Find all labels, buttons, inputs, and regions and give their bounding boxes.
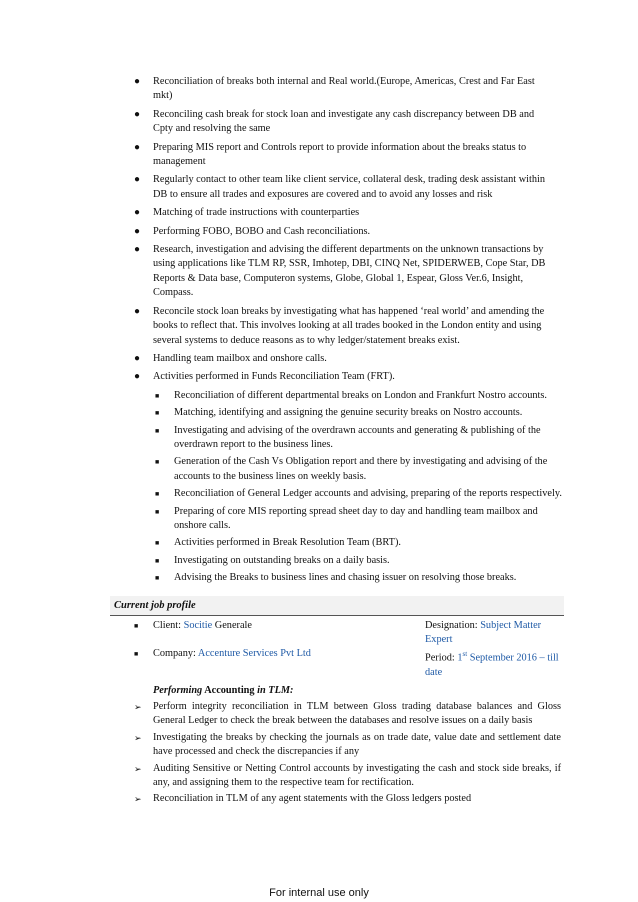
bullet-icon: ● [134, 371, 141, 383]
sub-list-item: ■ Preparing of core MIS reporting spread sheet day to day and handling team mailbox and onshore calls. [155, 505, 538, 531]
arrow-bullet-icon: ➢ [134, 763, 142, 774]
arrow-bullet-icon: ➢ [134, 732, 142, 743]
arrow-bullet-icon: ➢ [134, 794, 142, 805]
tlm-duties-list [0, 700, 638, 809]
sub-list-item: ■ Advising the Breaks to business lines and chasing issuer on resolving those breaks. [0, 571, 562, 585]
bullet-icon: ● [134, 76, 141, 87]
bullet-icon: ● [134, 352, 141, 364]
section-heading-current-job-profile: Current job profile [110, 596, 564, 616]
sub-list-item: ■ Activities performed in Break Resolution Team (BRT). [0, 536, 562, 550]
list-item: ● Reconcile stock loan breaks by investigating what has happened ‘real world’ and amending the books to reflect that. This involves looking at all trades booked in the London entity and using several systems to deduce reasons as to why ledger/statement breaks exist. [134, 305, 545, 346]
bullet-icon: ● [134, 305, 141, 317]
list-item: ● Handling team mailbox and onshore calls. [0, 352, 551, 366]
responsibilities-list [0, 75, 638, 589]
period-field: Period: 1st September 2016 – till date [425, 650, 559, 678]
square-bullet-icon: ■ [155, 409, 160, 418]
sub-list-item: ■ Investigating and advising of the overdrawn accounts and generating & publishing of the overdrawn report to the business lines. [155, 424, 541, 450]
square-bullet-icon: ■ [155, 574, 160, 583]
client-field: Client: Socitie Generale [153, 620, 252, 631]
list-item: ● Performing FOBO, BOBO and Cash reconciliations. [0, 225, 551, 239]
designation-field: Designation: Subject Matter Expert [425, 620, 542, 646]
list-item: ➢ Auditing Sensitive or Netting Control accounts by investigating the cash and stock side breaks, if any, and assigning them to the respective team for rectification. [134, 762, 561, 789]
list-item: ● Reconciling cash break for stock loan and investigate any cash discrepancy between DB and Cpty and resolving the same [134, 108, 535, 135]
square-bullet-icon: ■ [155, 490, 160, 499]
square-bullet-icon: ■ [155, 391, 160, 400]
company-field: Company: Accenture Services Pvt Ltd [153, 648, 311, 659]
arrow-bullet-icon: ➢ [134, 702, 142, 712]
list-item: ● Activities performed in Funds Reconciliation Team (FRT). [0, 370, 551, 384]
sub-list-item: ■ Matching, identifying and assigning the genuine security breaks on Nostro accounts. [0, 406, 562, 420]
sub-list-item: ■ Reconciliation of General Ledger accounts and advising, preparing of the reports respectively. [0, 487, 562, 501]
list-item: ● Preparing MIS report and Controls report to provide information about the breaks status to management [134, 141, 527, 168]
list-item: ● Regularly contact to other team like client service, collateral desk, trading desk assistant within DB to ensure all trades and exposures are covered and to avoid any losses and risk [134, 174, 546, 200]
list-item: ➢ Perform integrity reconciliation in TLM between Gloss trading database balances and Gloss General Ledger to check the break between the databases and resolve issues on a daily basis [134, 701, 561, 727]
bullet-icon: ● [134, 174, 141, 186]
bullet-icon: ● [134, 141, 141, 153]
page-footer: For internal use only [269, 887, 369, 899]
square-bullet-icon: ■ [155, 507, 160, 516]
square-bullet-icon: ■ [155, 556, 160, 565]
sub-list-item: ■ Reconciliation of different departmental breaks on London and Frankfurt Nostro accounts. [0, 389, 562, 403]
square-bullet-icon: ■ [134, 650, 139, 658]
bullet-icon: ● [134, 108, 141, 120]
square-bullet-icon: ■ [155, 426, 160, 435]
subheading-performing-accounting: Performing Accounting in TLM: [153, 685, 294, 696]
list-item: ➢ Reconciliation in TLM of any agent statements with the Gloss ledgers posted [0, 792, 561, 806]
square-bullet-icon: ■ [155, 458, 160, 467]
square-bullet-icon: ■ [155, 539, 160, 548]
job-info [0, 619, 638, 678]
job-info-row-company [0, 647, 638, 678]
job-info-row-client [0, 619, 638, 647]
square-bullet-icon: ■ [134, 622, 139, 630]
list-item: ● Research, investigation and advising the different departments on the unknown transactions by using applications like TLM RP, SSR, Imhotep, DBI, CINQ Net, SPIDERWEB, Cope Star, DB Reports & Data base, Computeron systems, Globe, Global 1, Espear, Gloss Ver.6, Insight, Compass. [134, 244, 546, 299]
list-item: ➢ Investigating the breaks by checking the journals as on trade date, value date and settlement date have processed and check the discrepancies if any [134, 731, 561, 758]
list-item: ● Reconciliation of breaks both internal and Real world.(Europe, Americas, Crest and Far East mkt) [134, 76, 535, 102]
bullet-icon: ● [134, 244, 141, 256]
sub-list-item: ■ Generation of the Cash Vs Obligation report and there by investigating and advising of the accounts to the business lines on weekly basis. [155, 456, 548, 482]
bullet-icon: ● [134, 225, 141, 237]
list-item: ● Matching of trade instructions with counterparties [0, 206, 551, 220]
bullet-icon: ● [134, 207, 141, 219]
sub-list-item: ■ Investigating on outstanding breaks on a daily basis. [0, 554, 562, 568]
